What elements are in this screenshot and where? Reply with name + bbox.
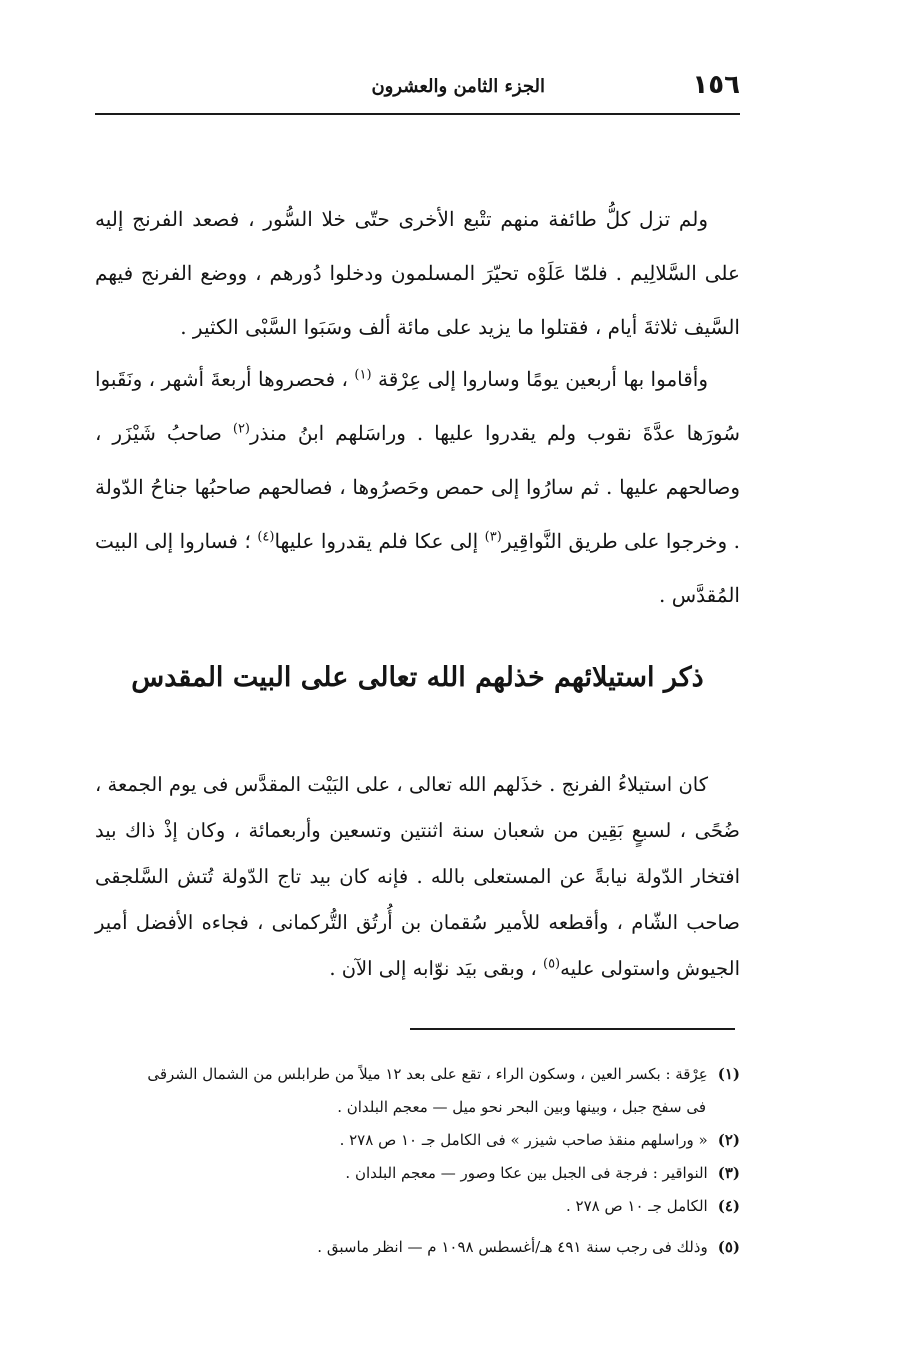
section-heading: ذكر استيلائهم خذلهم الله تعالى على البيت المقدس — [131, 662, 704, 693]
footnote-ref-3[interactable]: (٣) — [484, 529, 502, 545]
footnote-text: الكامل جـ ١٠ ص ٢٧٨ . — [566, 1197, 708, 1215]
paragraph-3 — [95, 762, 740, 992]
footnotes — [95, 1058, 740, 1264]
footnote-text: « وراسلهم منقذ صاحب شيزر » فى الكامل جـ ١٠ ص ٢٧٨ . — [339, 1131, 708, 1149]
header-rule — [95, 113, 740, 115]
paragraph-2-text — [95, 352, 740, 622]
footnote-ref-4[interactable]: (٤) — [257, 529, 275, 545]
footnote-1-continuation — [95, 1091, 740, 1124]
paragraph-3-part-b: ، وبقى بيَد نوّابه إلى الآن . — [329, 957, 537, 980]
footnote-separator — [410, 1028, 735, 1030]
footnote-2 — [95, 1124, 740, 1157]
footnote-number: (٣) — [717, 1164, 740, 1182]
paragraph-2 — [95, 352, 740, 622]
paragraph-2-part-b: ، فحصروها أربعةَ أشهر ، ونَقَبوا سُورَها عدَّةَ نقوب ولم يقدروا عليها . وراسَلهم ابنُ منذر — [95, 367, 741, 445]
footnote-number: (٢) — [717, 1131, 740, 1149]
paragraph-2-part-a: وأقاموا بها أربعين يومًا وساروا إلى عِرْقة — [377, 367, 709, 391]
footnote-text: النواقير : فرجة فى الجبل بين عكا وصور — معجم البلدان . — [345, 1164, 708, 1182]
footnote-number: (٤) — [717, 1197, 740, 1215]
footnote-number: (١) — [717, 1065, 740, 1083]
footnote-5 — [95, 1231, 740, 1264]
running-title: الجزء الثامن والعشرون — [371, 76, 545, 97]
running-head — [95, 66, 740, 106]
footnote-number: (٥) — [717, 1238, 740, 1256]
footnote-text: وذلك فى رجب سنة ٤٩١ هـ/أغسطس ١٠٩٨ م — انظر ماسبق . — [317, 1238, 708, 1256]
paragraph-2-part-c: صاحبُ شَيْزَر ، وصالحهم عليها . ثم سارُوا إلى حمص وحَصرُوها ، فصالحهم صاحبُها جناحُ الدّولة . وخرجوا على طريق النَّواقِير — [95, 421, 740, 553]
footnote-4 — [95, 1190, 740, 1223]
footnote-3 — [95, 1157, 740, 1190]
page-number: ١٥٦ — [692, 70, 740, 100]
footnote-text: فى سفح جبل ، وبينها وبين البحر نحو ميل — معجم البلدان . — [337, 1098, 706, 1116]
paragraph-1 — [95, 192, 740, 354]
footnote-text: عِرْقة : بكسر العين ، وسكون الراء ، تقع على بعد ١٢ ميلاً من طرابلس من الشمال الشرقى — [147, 1065, 708, 1083]
paragraph-1-text: ولم تزل كلُّ طائفة منهم تتْبع الأخرى حتّى خلا السُّور ، فصعد الفرنج إليه على السَّلالِيم . فلمّا عَلَوْه تحيّرَ المسلمون ودخلوا دُورهم ، ووضع الفرنج فيهم السَّيف ثلاثةَ أيام ، فقتلوا ما يزيد على مائة ألف وسَبَوا السَّبْى الكثير . — [95, 207, 740, 339]
footnote-ref-5[interactable]: (٥) — [542, 956, 561, 972]
paragraph-3-text — [95, 762, 740, 992]
paragraph-3-part-a: كان استيلاءُ الفرنج . خذَلهم الله تعالى ، على البَيْت المقدَّس فى يوم الجمعة ، ضُحًى ، لسبعٍ بَقِين من شعبان سنة اثنتين وتسعين وأربعمائة ، وكان إذْ ذاك بيد افتخار الدّولة نيابةً عن المستعلى بالله . فإنه كان بيد تاج الدّولة تُتش السَّلجقى صاحب الشّام ، وأقطعه للأمير سُقمان بن أُرتُق التُّركمانى ، فجاءه الأفضل أمير الجيوش واستولى عليه — [95, 773, 740, 980]
footnote-1 — [95, 1058, 740, 1091]
paragraph-2-part-e: ؛ فساروا إلى البيت المُقدَّس . — [95, 529, 740, 607]
paragraph-2-part-d: إلى عكا فلم يقدروا عليها — [274, 529, 479, 553]
footnote-ref-1[interactable]: (١) — [354, 367, 372, 383]
footnote-ref-2[interactable]: (٢) — [232, 421, 250, 437]
